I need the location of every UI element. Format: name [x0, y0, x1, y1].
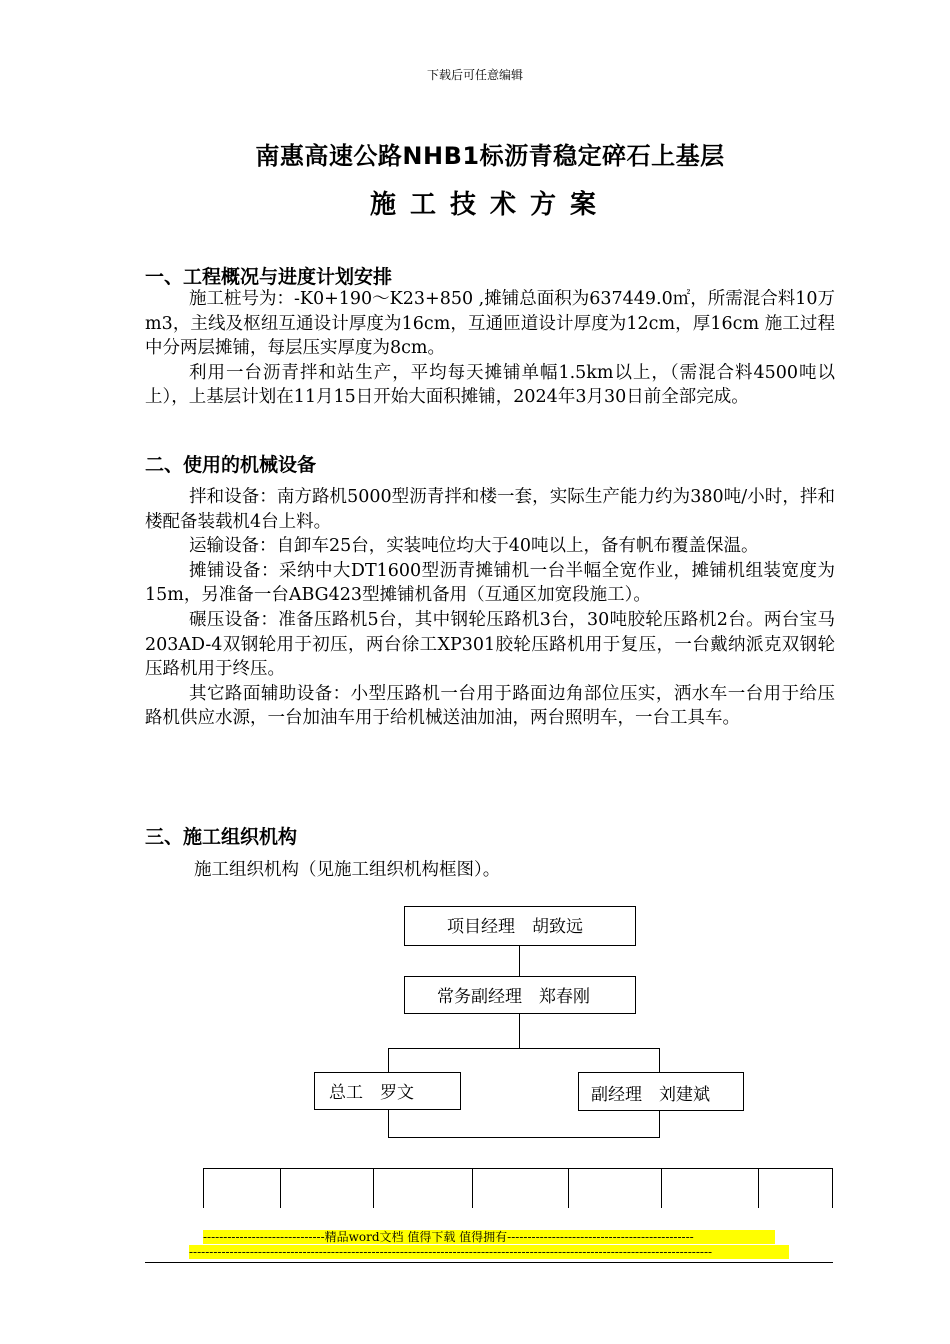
org-label: 项目经理 胡致远 — [447, 917, 583, 937]
column-divider — [280, 1168, 281, 1208]
paragraph: 其它路面辅助设备：小型压路机一台用于路面边角部位压实，洒水车一台用于给压路机供应水源，一台加油车用于给机械送油加油，两台照明车，一台工具车。 — [145, 683, 835, 729]
paragraph: 拌和设备：南方路机5000型沥青拌和楼一套，实际生产能力约为380吨/小时，拌和楼配备装载机4台上料。 — [145, 487, 835, 532]
org-box-deputy-manager — [578, 1072, 744, 1111]
org-box-exec-deputy — [404, 976, 636, 1014]
section-1-heading: 一、工程概况与进度计划安排 — [145, 266, 393, 288]
paragraph: 运输设备：自卸车25台，实装吨位均大于40吨以上，备有帆布覆盖保温。 — [189, 536, 759, 557]
footer-banner: ------------------------------精品word文档 值得下载 值得拥有---------------------------------------------- — [203, 1230, 775, 1244]
org-label: 副经理 刘建斌 — [591, 1085, 710, 1105]
footer-rule — [145, 1262, 833, 1263]
section-3-heading: 三、施工组织机构 — [145, 826, 298, 848]
paragraph: 摊铺设备：采纳中大DT1600型沥青摊铺机一台半幅全宽作业，摊铺机组装宽度为15m，另准备一台ABG423型摊铺机备用（互通区加宽段施工）。 — [145, 560, 835, 606]
column-divider — [832, 1168, 833, 1208]
connector-line — [519, 946, 520, 976]
org-box-chief-engineer — [314, 1072, 461, 1110]
paragraph: 施工组织机构（见施工组织机构框图）。 — [194, 860, 501, 880]
column-divider — [472, 1168, 473, 1208]
section-1-body — [145, 287, 835, 410]
section-3-body — [150, 858, 840, 883]
document-subtitle: 施工技术方案 — [369, 190, 610, 220]
connector-line — [388, 1048, 660, 1049]
column-divider — [203, 1168, 204, 1208]
connector-line — [388, 1137, 660, 1138]
section-2-body — [145, 485, 835, 731]
column-divider — [568, 1168, 569, 1208]
connector-line — [519, 1014, 520, 1048]
column-divider — [661, 1168, 662, 1208]
org-label: 总工 罗文 — [329, 1083, 414, 1103]
footer-dashes: --------------------------------------------------------------------------------------------------------------------------------- — [189, 1245, 789, 1259]
paragraph: 施工桩号为：-K0+190～K23+850 ,摊铺总面积为637449.0㎡，所需混合料10万m3，主线及枢纽互通设计厚度为16cm，互通匝道设计厚度为12cm，厚16cm 施工过程中分两层摊铺，每层压实厚度为8cm。 — [145, 289, 835, 359]
paragraph: 碾压设备：准备压路机5台，其中钢轮压路机3台，30吨胶轮压路机2台。两台宝马203AD-4双钢轮用于初压，两台徐工XP301胶轮压路机用于复压，一台戴纳派克双钢轮压路机用于终压。 — [145, 609, 835, 680]
document-title: 南惠高速公路NHB1标沥青稳定碎石上基层 — [255, 142, 725, 170]
section-2-heading: 二、使用的机械设备 — [145, 454, 317, 476]
connector-line — [203, 1168, 833, 1169]
header-note: 下载后可任意编辑 — [426, 68, 523, 82]
paragraph: 利用一台沥青拌和站生产，平均每天摊铺单幅1.5km以上，（需混合料4500吨以上），上基层计划在11月15日开始大面积摊铺，2024年3月30日前全部完成。 — [145, 362, 835, 408]
column-divider — [373, 1168, 374, 1208]
org-box-project-manager — [404, 906, 636, 946]
column-divider — [758, 1168, 759, 1208]
org-label: 常务副经理 郑春刚 — [437, 987, 590, 1007]
